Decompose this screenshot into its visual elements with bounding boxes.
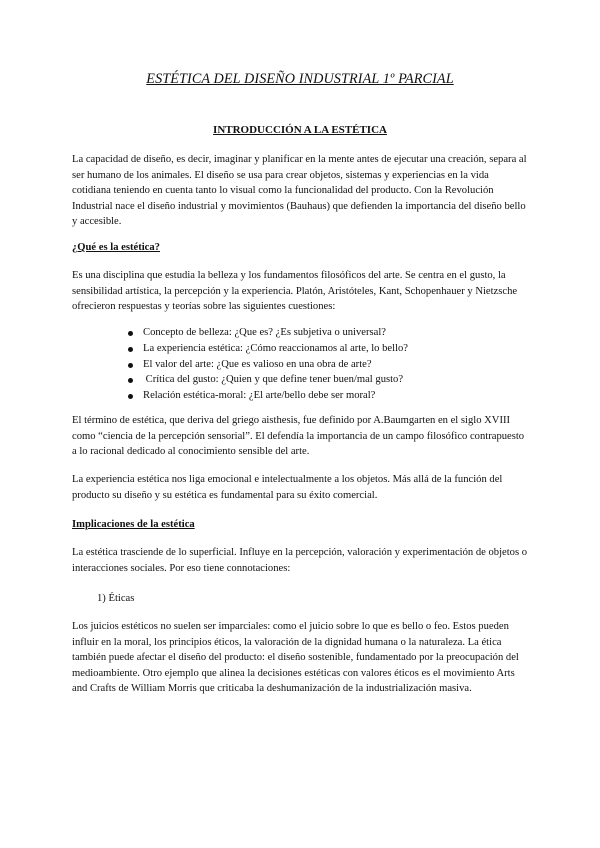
heading-que-es-la-estetica: ¿Qué es la estética? — [72, 242, 160, 253]
list-item: La experiencia estética: ¿Cómo reaccionamos al arte, lo bello? — [112, 341, 408, 357]
bullet-icon — [128, 378, 133, 383]
bullet-icon — [128, 331, 133, 336]
questions-list — [112, 325, 408, 404]
ethics-paragraph: Los juicios estéticos no suelen ser imparciales: como el juicio sobre lo que es bello o feo. Estos pueden influir en la moral, los principios éticos, la valoración de la dignidad humana o la naturaleza. La ética también puede afectar el diseño del producto: el diseño sostenible, fundamentado por la preocupación del medioambiente. Otro ejemplo que alinea la decisiones estéticas con valores éticos es el movimiento Arts and Crafts de William Morris que criticaba la deshumanización de la industrialización masiva. — [72, 621, 519, 695]
bullet-icon — [128, 363, 133, 368]
bullet-icon — [128, 394, 133, 399]
experience-paragraph: La experiencia estética nos liga emocional e intelectualmente a los objetos. Más allá de la función del producto su diseño y su estética es fundamental para su éxito comercial. — [72, 474, 503, 501]
heading-implicaciones: Implicaciones de la estética — [72, 519, 195, 530]
bullet-icon — [128, 347, 133, 352]
document-title: ESTÉTICA DEL DISEÑO INDUSTRIAL 1º PARCIAL — [146, 71, 454, 87]
list-item: Crítica del gusto: ¿Quien y que define tener buen/mal gusto? — [112, 372, 408, 388]
numbered-item-eticas: 1) Éticas — [97, 593, 135, 604]
section-title: INTRODUCCIÓN A LA ESTÉTICA — [213, 124, 387, 136]
list-item: El valor del arte: ¿Que es valioso en una obra de arte? — [112, 357, 408, 373]
baumgarten-paragraph: El término de estética, que deriva del griego aisthesis, fue definido por A.Baumgarten en el siglo XVIII como “ciencia de la percepción sensorial”. El defendía la importancia de un campo filosófico contrapuesto a lo racional dedicado al conocimiento sensible del arte. — [72, 415, 525, 458]
intro-paragraph: La capacidad de diseño, es decir, imaginar y planificar en la mente antes de ejecutar una creación, separa al ser humano de los animales. El diseño se usa para crear objetos, sistemas y experiencias en la vida cotidiana teniendo en cuenta tanto lo visual como la funcionalidad del producto. Con la Revolución Industrial nace el diseño industrial y movimientos (Bauhaus) que defienden la importancia del diseño bello y accesible. — [72, 154, 527, 228]
list-item: Relación estética-moral: ¿El arte/bello debe ser moral? — [112, 388, 408, 404]
list-item: Concepto de belleza: ¿Que es? ¿Es subjetiva o universal? — [112, 325, 408, 341]
definition-paragraph: Es una disciplina que estudia la belleza y los fundamentos filosóficos del arte. Se centra en el gusto, la sensibilidad artística, la percepción y la experiencia. Platón, Aristóteles, Kant, Schopenhauer y Nietzsche ofrecieron respuestas y teorías sobre las siguientes cuestiones: — [72, 270, 518, 313]
implications-paragraph: La estética trasciende de lo superficial. Influye en la percepción, valoración y experimentación de objetos o interacciones sociales. Por eso tiene connotaciones: — [72, 547, 528, 574]
